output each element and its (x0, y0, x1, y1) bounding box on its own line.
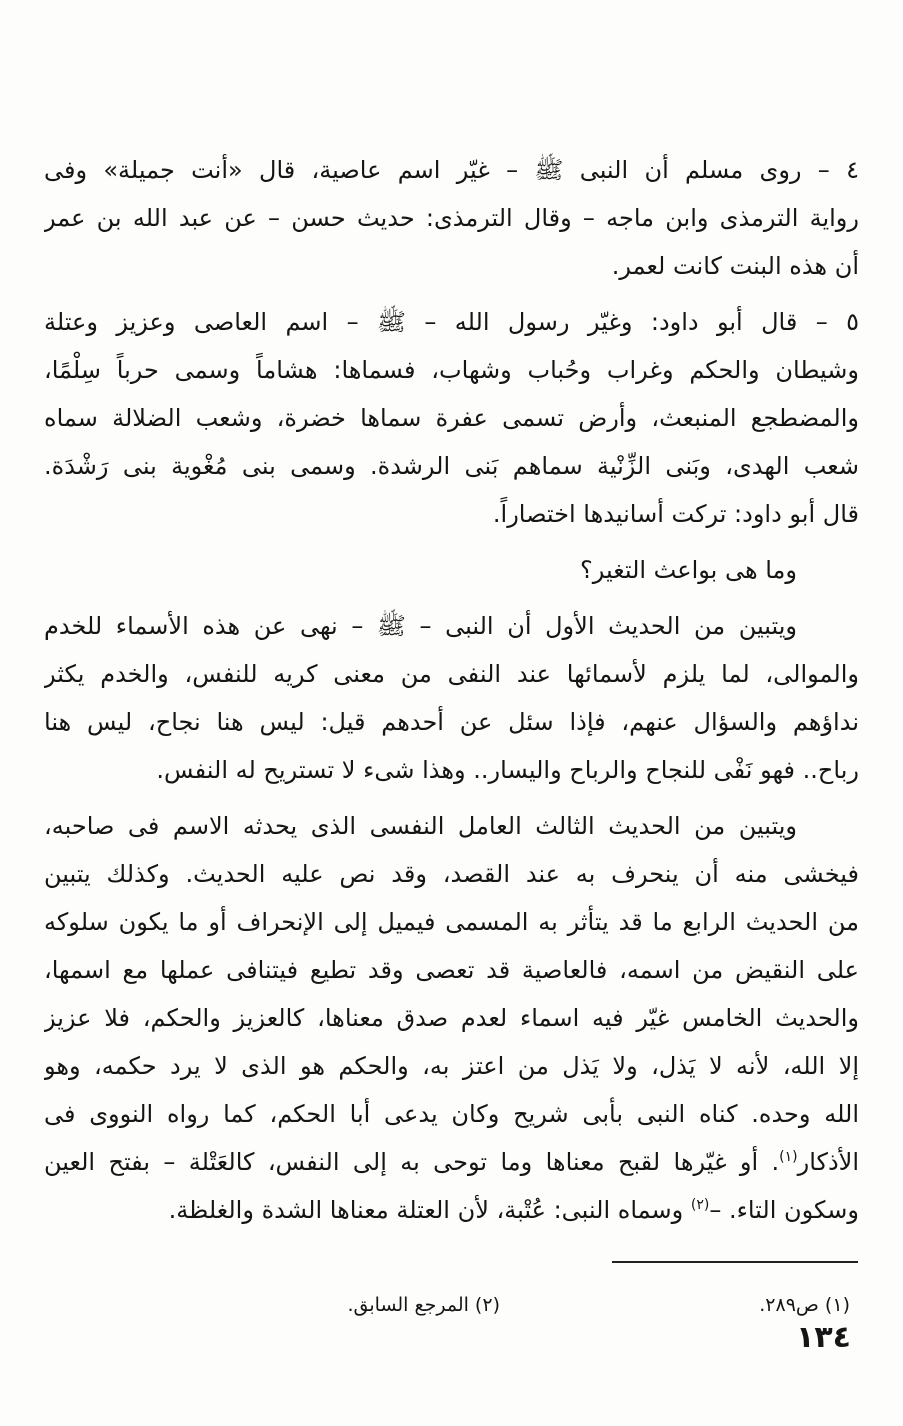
body-text (44, 146, 859, 1242)
body-line: رباح.. فهو نَفْى للنجاح والرباح واليسار.. وهذا شىء لا تستريح له النفس. (156, 756, 859, 784)
body-line: من الحديث الرابع ما قد يتأثر به المسمى فيميل إلى الإنحراف أو ما يكون سلوكه (44, 908, 859, 936)
body-line: ٤ – روى مسلم أن النبى ﷺ – غيّر اسم عاصية، قال «أنت جميلة» وفى (44, 156, 859, 184)
body-line: والموالى، لما يلزم لأسمائها عند النفى من معنى كريه للنفس، والخدم يكثر (44, 660, 859, 688)
body-line: رواية الترمذى وابن ماجه – وقال الترمذى: حديث حسن – عن عبد الله بن عمر (44, 204, 859, 232)
body-line: وشيطان والحكم وغراب وحُباب وشهاب، فسماها: هشاماً وسمى حرباً سِلْمًا، (44, 356, 859, 384)
footnote-1: (١) ص٢٨٩. (759, 1294, 850, 1316)
body-line: نداؤهم والسؤال عنهم، فإذا سئل عن أحدهم قيل: ليس هنا نجاح، ليس هنا (44, 708, 859, 736)
section-question: وما هى بواعث التغير؟ (580, 556, 797, 584)
footnote-ref-2[interactable]: (٢) (690, 1197, 710, 1213)
body-line: إلا الله، لأنه لا يَذل، ولا يَذل من اعتز به، والحكم هو الذى لا يرد حكمه، وهو (44, 1052, 859, 1080)
body-line: قال أبو داود: تركت أسانيدها اختصاراً. (492, 500, 859, 528)
body-line-text: وسماه النبى: عُتْبة، لأن العتلة معناها الشدة والغلظة. (168, 1196, 691, 1224)
body-line: ٥ – قال أبو داود: وغيّر رسول الله – ﷺ – اسم العاصى وعزيز وعتلة (44, 308, 859, 336)
body-line-text: الأذكار (797, 1148, 859, 1176)
body-line (44, 1138, 859, 1186)
footnote-ref-1[interactable]: (١) (779, 1149, 798, 1165)
paragraph-third-hadith-analysis (44, 802, 859, 1234)
body-line: أن هذه البنت كانت لعمر. (611, 252, 859, 280)
body-line: والحديث الخامس غيّر فيه اسماء لعدم صدق معناها، كالعزيز والحكم، فلا عزيز (44, 1004, 859, 1032)
body-line (44, 1186, 859, 1234)
body-line: شعب الهدى، وبَنى الزِّنْية سماهم بَنى الرشدة. وسمى بنى مُغْوية بنى رَشْدَة. (44, 452, 859, 480)
page-number: ١٣٤ (796, 1320, 851, 1355)
body-line-text: وسكون التاء. – (709, 1196, 859, 1224)
body-line: ويتبين من الحديث الثالث العامل النفسى الذى يحدثه الاسم فى صاحبه، (44, 812, 797, 840)
footnote-2: (٢) المرجع السابق. (347, 1294, 500, 1316)
paragraph-question (44, 546, 859, 594)
body-line: فيخشى منه أن ينحرف به عند القصد، وقد نص عليه الحديث. وكذلك يتبين (44, 860, 859, 888)
footnote-rule (612, 1261, 858, 1263)
body-line-text: . أو غيّرها لقبح معناها وما توحى به إلى النفس، كالعَتْلة – بفتح العين (44, 1148, 780, 1176)
paragraph-hadith-5 (44, 298, 859, 538)
paragraph-first-hadith-analysis (44, 602, 859, 794)
paragraph-hadith-4 (44, 146, 859, 290)
body-line: الله وحده. كناه النبى بأبى شريح وكان يدعى أبا الحكم، كما رواه النووى فى (44, 1100, 859, 1128)
body-line: ويتبين من الحديث الأول أن النبى – ﷺ – نهى عن هذه الأسماء للخدم (44, 612, 797, 640)
body-line: على النقيض من اسمه، فالعاصية قد تعصى وقد تطيع فيتنافى عملها مع اسمها، (44, 956, 859, 984)
body-line: والمضطجع المنبعث، وأرض تسمى عفرة سماها خضرة، وشعب الضلالة سماه (44, 404, 859, 432)
